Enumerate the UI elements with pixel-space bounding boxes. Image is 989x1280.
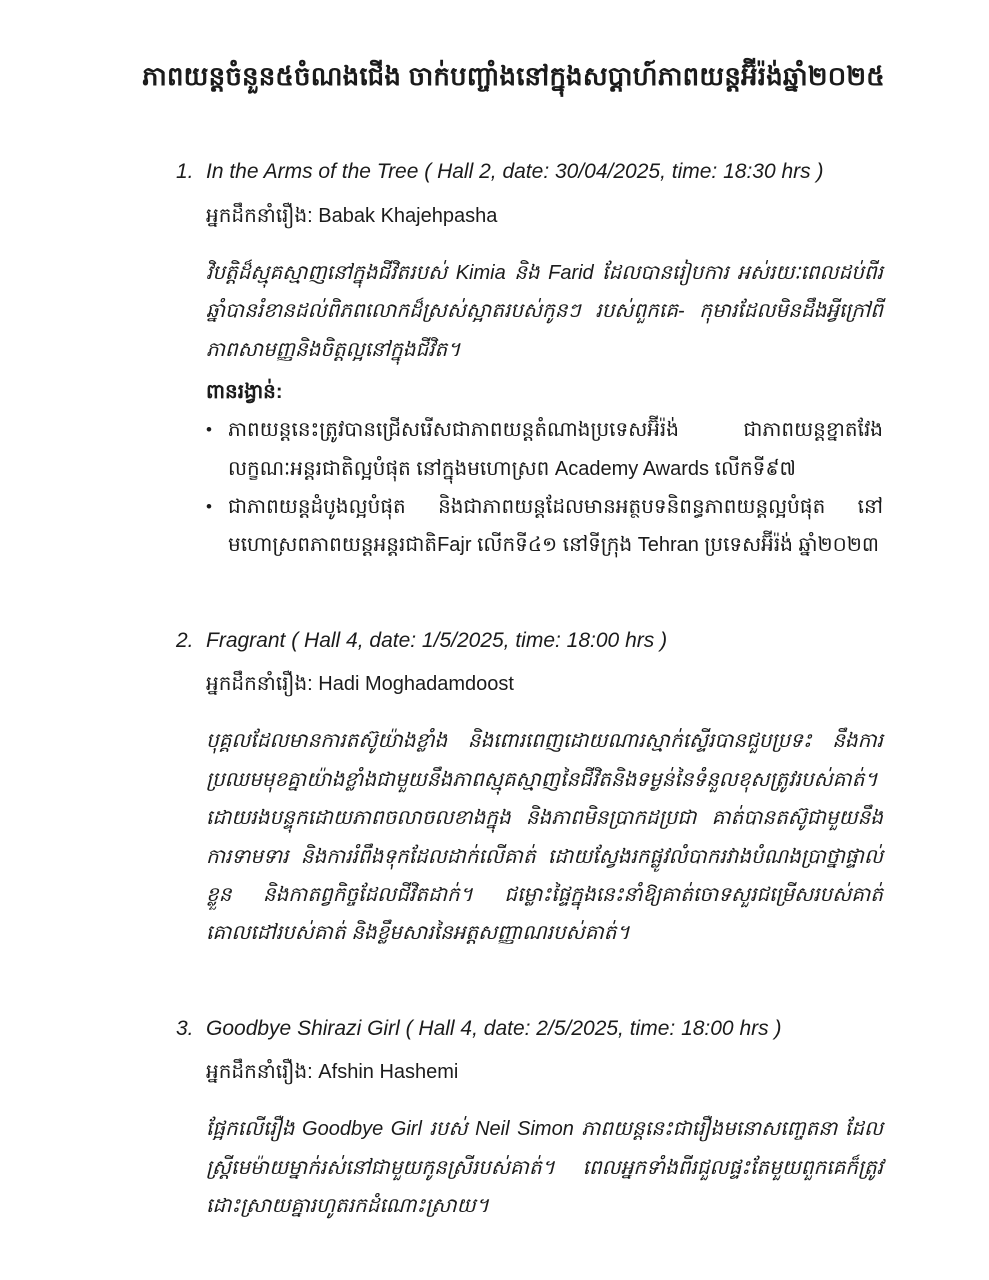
film-number: 2.: [176, 628, 194, 652]
bullet-icon: •: [206, 420, 212, 440]
film-section-1: [176, 154, 883, 564]
director-label: អ្នកដឹកនាំរឿង:: [206, 1061, 313, 1084]
award-item: [206, 488, 883, 565]
award-text: ជាភាពយន្តដំបូងល្អបំផុត និងជាភាពយន្តដែលមានអត្ថបទនិពន្ធភាពយន្តល្អបំផុត នៅមហោស្រពភាពយន្តអន្តរជាតិFajr លើកទី៤១ នៅទីក្រុង Tehran ប្រទេសអ៊ីរ៉ង់ ឆ្នាំ២០២៣: [228, 495, 883, 557]
award-item: [206, 411, 883, 488]
director-label: អ្នកដឹកនាំរឿង:: [206, 673, 313, 696]
film-heading-row: [176, 623, 883, 659]
film-number: 3.: [176, 1016, 194, 1040]
bullet-icon: •: [206, 496, 212, 516]
section-gap: [176, 993, 883, 1011]
film-synopsis: បុគ្គលដែលមានការតស៊ូយ៉ាងខ្លាំង និងពោរពេញដោយណារស្មាក់ស្ទើរបានជួបប្រទះ នឹងការប្រឈមមុខគ្នាយ៉ាងខ្លាំងជាមួយនឹងភាពស្មុគស្មាញនៃជីវិតនិងទម្ងន់នៃទំនួលខុសត្រូវរបស់គាត់។ ដោយរងបន្ទុកដោយភាពចលាចលខាងក្នុង និងភាពមិនប្រាកដប្រជា គាត់បានតស៊ូជាមួយនឹងការទាមទារ និងការរំពឹងទុកដែលដាក់លើគាត់ ដោយស្វែងរកផ្លូវលំបាករវាងបំណងប្រាថ្នាផ្ទាល់ខ្លួន និងកាតព្វកិច្ចដែលជីវិតដាក់។ ជម្លោះផ្ទៃក្នុងនេះនាំឱ្យគាត់ចោទសួរជម្រើសរបស់គាត់ គោលដៅរបស់គាត់ និងខ្លឹមសារនៃអត្តសញ្ញាណរបស់គាត់។: [206, 730, 883, 945]
film-title: Fragrant ( Hall 4, date: 1/5/2025, time: 18:00 hrs ): [206, 628, 668, 652]
director-line: [206, 1054, 883, 1090]
award-text: ភាពយន្តនេះត្រូវបានជ្រើសរើសជាភាពយន្តតំណាងប្រទេសអ៊ីរ៉ង់ ជាភាពយន្តខ្នាតវែង លក្ខណៈអន្តរជាតិល្អបំផុត នៅក្នុងមហោស្រព Academy Awards លើកទី៩៧: [228, 419, 883, 480]
director-line: [206, 198, 883, 234]
film-synopsis: វិបត្តិដ៏ស្មុគស្មាញនៅក្នុងជីវិតរបស់ Kimia និង Farid ដែលបានរៀបការ អស់រយៈពេលដប់ពីរឆ្នាំបានរំខានដល់ពិភពលោកដ៏ស្រស់ស្អាតរបស់កូនៗ របស់ពួកគេ- កុមារដែលមិនដឹងអ្វីក្រៅពីភាពសាមញ្ញនិងចិត្តល្អនៅក្នុងជីវិត។: [206, 261, 883, 361]
director-name: Babak Khajehpasha: [318, 204, 498, 227]
film-synopsis: ផ្អែកលើរឿង Goodbye Girl របស់ Neil Simon ភាពយន្តនេះជារឿងមនោសញ្ចេតនា ដែលស្ត្រីមេម៉ាយម្នាក់រស់នៅជាមួយកូនស្រីរបស់គាត់។ ពេលអ្នកទាំងពីរជួលផ្ទះតែមួយពួកគេក៏ត្រូវដោះស្រាយគ្នារហូតរកដំណោះស្រាយ។: [206, 1118, 883, 1218]
film-number: 1.: [176, 160, 194, 184]
director-line: [206, 666, 883, 702]
film-section-2: [176, 623, 883, 953]
film-heading-row: [176, 154, 883, 190]
director-label: អ្នកដឹកនាំរឿង:: [206, 204, 313, 227]
section-gap: [176, 605, 883, 623]
film-heading-row: [176, 1011, 883, 1047]
director-name: Afshin Hashemi: [318, 1061, 459, 1084]
director-name: Hadi Moghadamdoost: [318, 673, 514, 696]
title-spacer: [176, 86, 883, 154]
page-title: ភាពយន្តចំនួន៥ចំណងជើង ចាក់បញ្ចាំងនៅក្នុងសប្តាហ៍ភាពយន្តអ៊ីរ៉ង់ឆ្នាំ២០២៥: [142, 61, 885, 91]
awards-label: ពានរង្វាន់:: [206, 381, 283, 404]
film-title: Goodbye Shirazi Girl ( Hall 4, date: 2/5/2025, time: 18:00 hrs ): [206, 1016, 782, 1040]
film-title: In the Arms of the Tree ( Hall 2, date: 30/04/2025, time: 18:30 hrs ): [206, 160, 824, 184]
film-section-3: [176, 1011, 883, 1226]
